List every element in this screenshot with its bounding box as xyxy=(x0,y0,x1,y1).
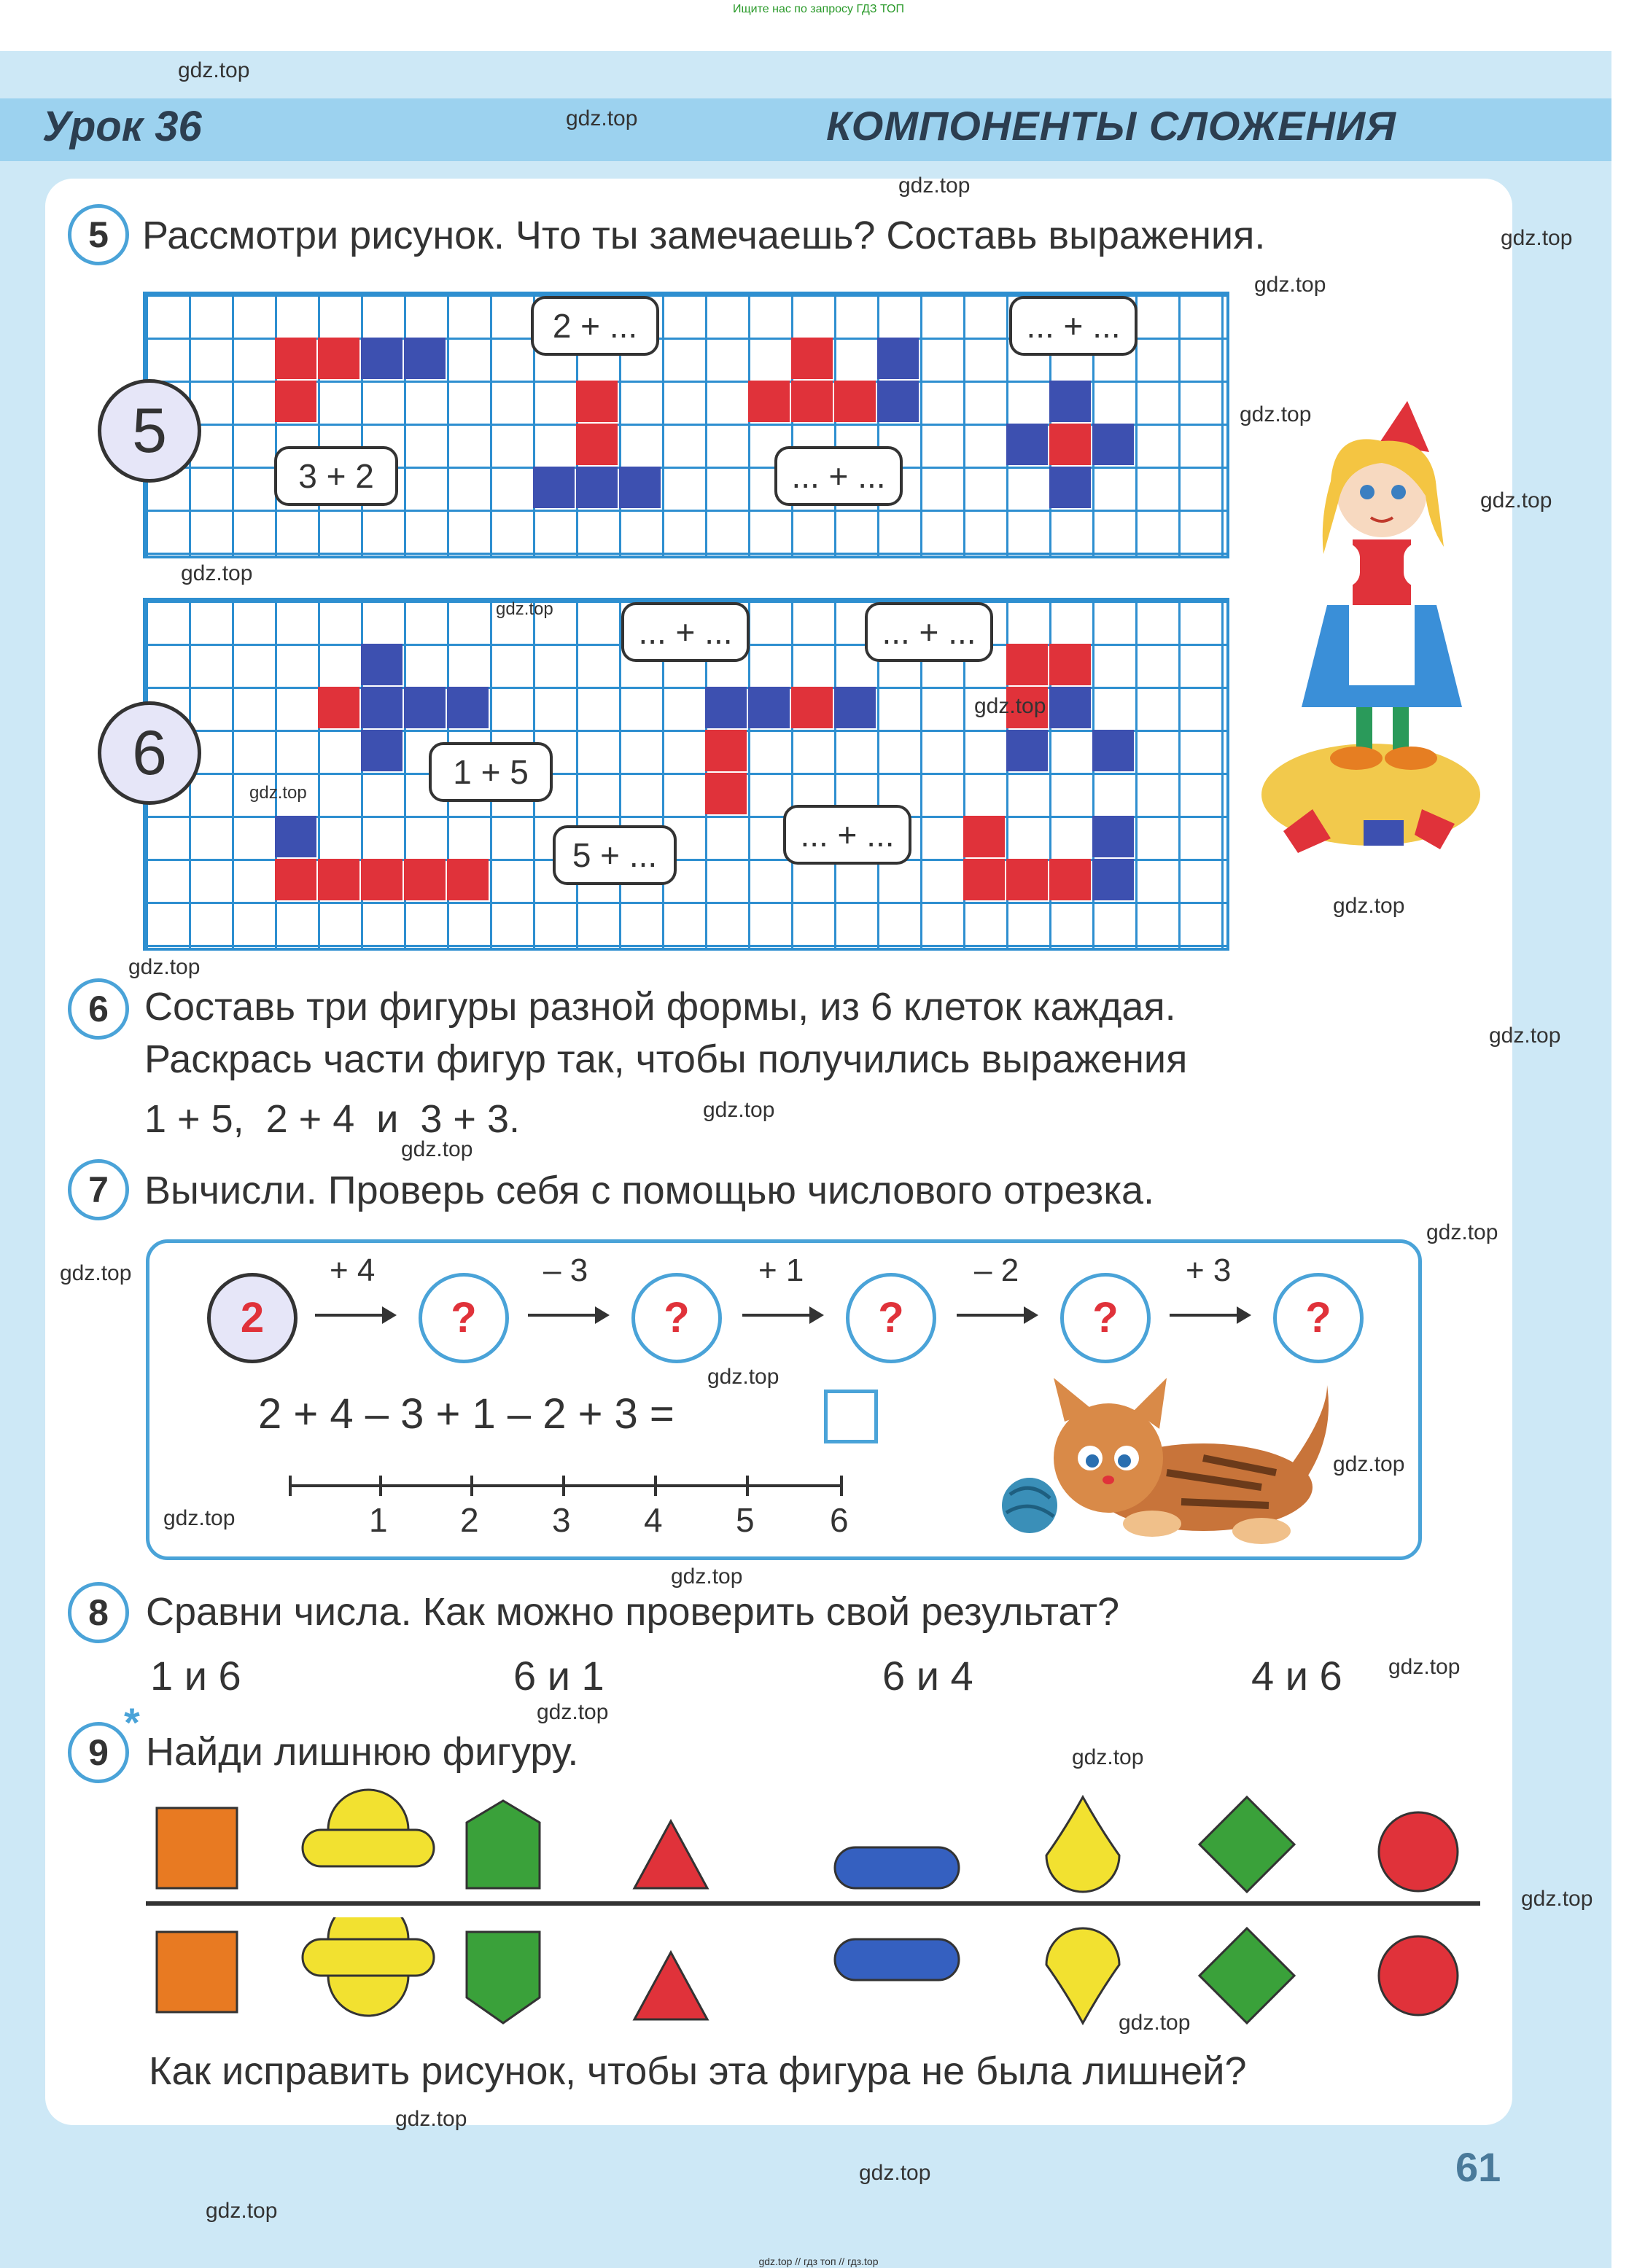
cell-red xyxy=(1006,644,1048,685)
cell-red xyxy=(404,859,446,900)
kitten-illustration xyxy=(984,1371,1334,1567)
cell-red xyxy=(318,338,359,379)
tick-label: 4 xyxy=(644,1501,663,1539)
task6-line3: 1 + 5, 2 + 4 и 3 + 3. xyxy=(144,1097,521,1141)
cell-blue xyxy=(404,687,446,728)
shapes-row-top xyxy=(146,1786,1480,1910)
cell-blue xyxy=(361,338,403,379)
number-line xyxy=(289,1484,843,1487)
cell-red xyxy=(834,381,876,422)
watermark: gdz.top xyxy=(496,599,553,619)
cell-blue xyxy=(361,644,403,685)
cell-blue xyxy=(361,730,403,771)
cell-red xyxy=(1049,424,1091,465)
cell-red xyxy=(275,859,316,900)
watermark: gdz.top xyxy=(163,1506,236,1530)
tick xyxy=(746,1476,749,1496)
cell-blue xyxy=(1006,424,1048,465)
cell-blue xyxy=(404,338,446,379)
cell-blue xyxy=(1092,730,1134,771)
tick-label: 2 xyxy=(460,1501,479,1539)
watermark: gdz.top xyxy=(707,1365,779,1389)
bubble-expression: 1 + 5 xyxy=(429,742,553,802)
watermark: gdz.top xyxy=(537,1700,609,1724)
watermark: gdz.top xyxy=(1119,2011,1191,2035)
cell-blue xyxy=(705,687,747,728)
watermark: gdz.top xyxy=(566,106,638,130)
chain-expression: 2 + 4 – 3 + 1 – 2 + 3 = xyxy=(258,1390,674,1438)
tick-label: 5 xyxy=(736,1501,755,1539)
watermark: gdz.top xyxy=(898,174,971,198)
cell-blue xyxy=(1049,467,1091,508)
cell-red xyxy=(275,338,316,379)
watermark: gdz.top xyxy=(974,694,1046,718)
watermark: gdz.top xyxy=(1240,402,1312,426)
watermark: gdz.top xyxy=(1480,488,1552,513)
cell-red xyxy=(791,687,833,728)
cell-blue xyxy=(361,687,403,728)
tick xyxy=(562,1476,565,1496)
watermark: gdz.top xyxy=(128,955,201,979)
cell-blue xyxy=(619,467,661,508)
bubble-expression: ... + ... xyxy=(865,602,993,662)
bubble-expression: 2 + ... xyxy=(531,296,659,356)
bottom-note: gdz.top // гдз топ // гдз.top xyxy=(758,2256,879,2267)
answer-circle[interactable]: ? xyxy=(846,1273,936,1363)
bubble-expression: ... + ... xyxy=(1009,296,1138,356)
watermark: gdz.top xyxy=(1388,1655,1461,1679)
cell-red xyxy=(1006,859,1048,900)
bubble-expression: ... + ... xyxy=(621,602,750,662)
tick-label: 6 xyxy=(830,1501,849,1539)
grid2-label: 6 xyxy=(98,701,201,805)
cell-blue xyxy=(576,467,618,508)
answer-box[interactable] xyxy=(824,1390,878,1443)
task9-text: Найди лишнюю фигуру. xyxy=(146,1730,579,1774)
lesson-title: Урок 36 xyxy=(42,103,202,150)
cell-red xyxy=(576,424,618,465)
tick-label: 1 xyxy=(369,1501,388,1539)
grid1-label: 5 xyxy=(98,379,201,483)
watermark: gdz.top xyxy=(1333,894,1405,918)
cell-blue xyxy=(834,687,876,728)
answer-circle[interactable]: ? xyxy=(631,1273,722,1363)
task7-number: 7 xyxy=(68,1159,129,1220)
task5-number: 5 xyxy=(68,204,129,265)
cell-blue xyxy=(1092,859,1134,900)
arrow-right-icon xyxy=(957,1314,1035,1317)
chain-start: 2 xyxy=(207,1273,298,1363)
arrow-right-icon xyxy=(742,1314,821,1317)
cell-blue xyxy=(1092,424,1134,465)
page-number: 61 xyxy=(1455,2144,1501,2190)
watermark: gdz.top xyxy=(401,1137,473,1161)
cell-blue xyxy=(877,338,919,379)
cell-blue xyxy=(1049,687,1091,728)
cell-red xyxy=(791,381,833,422)
op-label: + 3 xyxy=(1186,1252,1232,1288)
watermark: gdz.top xyxy=(178,58,250,82)
watermark: gdz.top xyxy=(859,2161,931,2185)
watermark: gdz.top xyxy=(60,1261,132,1285)
cell-red xyxy=(318,859,359,900)
tick xyxy=(840,1476,843,1496)
cell-blue xyxy=(877,381,919,422)
star-mark: * xyxy=(124,1699,140,1745)
answer-circle[interactable]: ? xyxy=(419,1273,509,1363)
cell-blue xyxy=(1092,816,1134,857)
cell-red xyxy=(963,859,1005,900)
op-label: + 4 xyxy=(330,1252,376,1288)
cell-blue xyxy=(533,467,575,508)
watermark: gdz.top xyxy=(671,1564,743,1589)
cell-red xyxy=(963,816,1005,857)
arrow-right-icon xyxy=(1170,1314,1248,1317)
girl-illustration xyxy=(1261,401,1480,853)
watermark: gdz.top xyxy=(181,561,253,585)
watermark: gdz.top xyxy=(1426,1220,1498,1244)
shapes-row-bottom xyxy=(146,1917,1480,2041)
divider-line xyxy=(146,1901,1480,1906)
bubble-expression: ... + ... xyxy=(774,446,903,506)
cell-red xyxy=(748,381,790,422)
bubble-expression: 5 + ... xyxy=(553,825,677,885)
top-note: Ищите нас по запросу ГДЗ ТОП xyxy=(733,3,904,15)
watermark: gdz.top xyxy=(395,2107,467,2131)
tick xyxy=(379,1476,382,1496)
task8-text: Сравни числа. Как можно проверить свой результат? xyxy=(146,1590,1119,1634)
tick-label: 3 xyxy=(552,1501,571,1539)
watermark: gdz.top xyxy=(249,783,307,803)
task8-number: 8 xyxy=(68,1582,129,1643)
task6-line2: Раскрась части фигур так, чтобы получились выражения xyxy=(144,1037,1188,1081)
task6-line1: Составь три фигуры разной формы, из 6 клеток каждая. xyxy=(144,985,1176,1029)
op-label: + 1 xyxy=(758,1252,804,1288)
task5-text: Рассмотри рисунок. Что ты замечаешь? Составь выражения. xyxy=(142,214,1266,257)
cell-red xyxy=(361,859,403,900)
cell-blue xyxy=(1006,730,1048,771)
watermark: gdz.top xyxy=(1254,273,1326,297)
watermark: gdz.top xyxy=(206,2199,278,2223)
cell-red xyxy=(318,687,359,728)
watermark: gdz.top xyxy=(1072,1745,1144,1769)
arrow-right-icon xyxy=(528,1314,607,1317)
cell-blue xyxy=(275,816,316,857)
bubble-expression: 3 + 2 xyxy=(274,446,398,506)
answer-circle[interactable]: ? xyxy=(1060,1273,1151,1363)
cell-red xyxy=(705,773,747,814)
op-label: – 2 xyxy=(974,1252,1019,1288)
bubble-expression: ... + ... xyxy=(783,805,911,865)
topic-title: КОМПОНЕНТЫ СЛОЖЕНИЯ xyxy=(826,103,1396,149)
task9-number: 9 xyxy=(68,1722,129,1783)
watermark: gdz.top xyxy=(1489,1024,1561,1048)
cell-red xyxy=(447,859,489,900)
compare-pair: 6 и 1 xyxy=(513,1653,604,1699)
answer-circle[interactable]: ? xyxy=(1273,1273,1364,1363)
cell-red xyxy=(1049,644,1091,685)
op-label: – 3 xyxy=(543,1252,588,1288)
cell-red xyxy=(791,338,833,379)
cell-red xyxy=(1049,859,1091,900)
watermark: gdz.top xyxy=(1521,1887,1593,1911)
cell-red xyxy=(576,381,618,422)
task7-text: Вычисли. Проверь себя с помощью числового отрезка. xyxy=(144,1169,1155,1212)
cell-blue xyxy=(748,687,790,728)
cell-red xyxy=(275,381,316,422)
task6-number: 6 xyxy=(68,978,129,1040)
cell-blue xyxy=(447,687,489,728)
compare-pair: 6 и 4 xyxy=(882,1653,973,1699)
watermark: gdz.top xyxy=(703,1098,775,1122)
arrow-right-icon xyxy=(315,1314,394,1317)
compare-pair: 1 и 6 xyxy=(150,1653,241,1699)
cell-red xyxy=(705,730,747,771)
watermark: gdz.top xyxy=(1333,1452,1405,1476)
tick xyxy=(654,1476,657,1496)
tick xyxy=(470,1476,473,1496)
task9-question: Как исправить рисунок, чтобы эта фигура не была лишней? xyxy=(149,2049,1247,2093)
tick xyxy=(289,1476,292,1496)
compare-pair: 4 и 6 xyxy=(1251,1653,1342,1699)
watermark: gdz.top xyxy=(1501,226,1573,250)
cell-blue xyxy=(1049,381,1091,422)
